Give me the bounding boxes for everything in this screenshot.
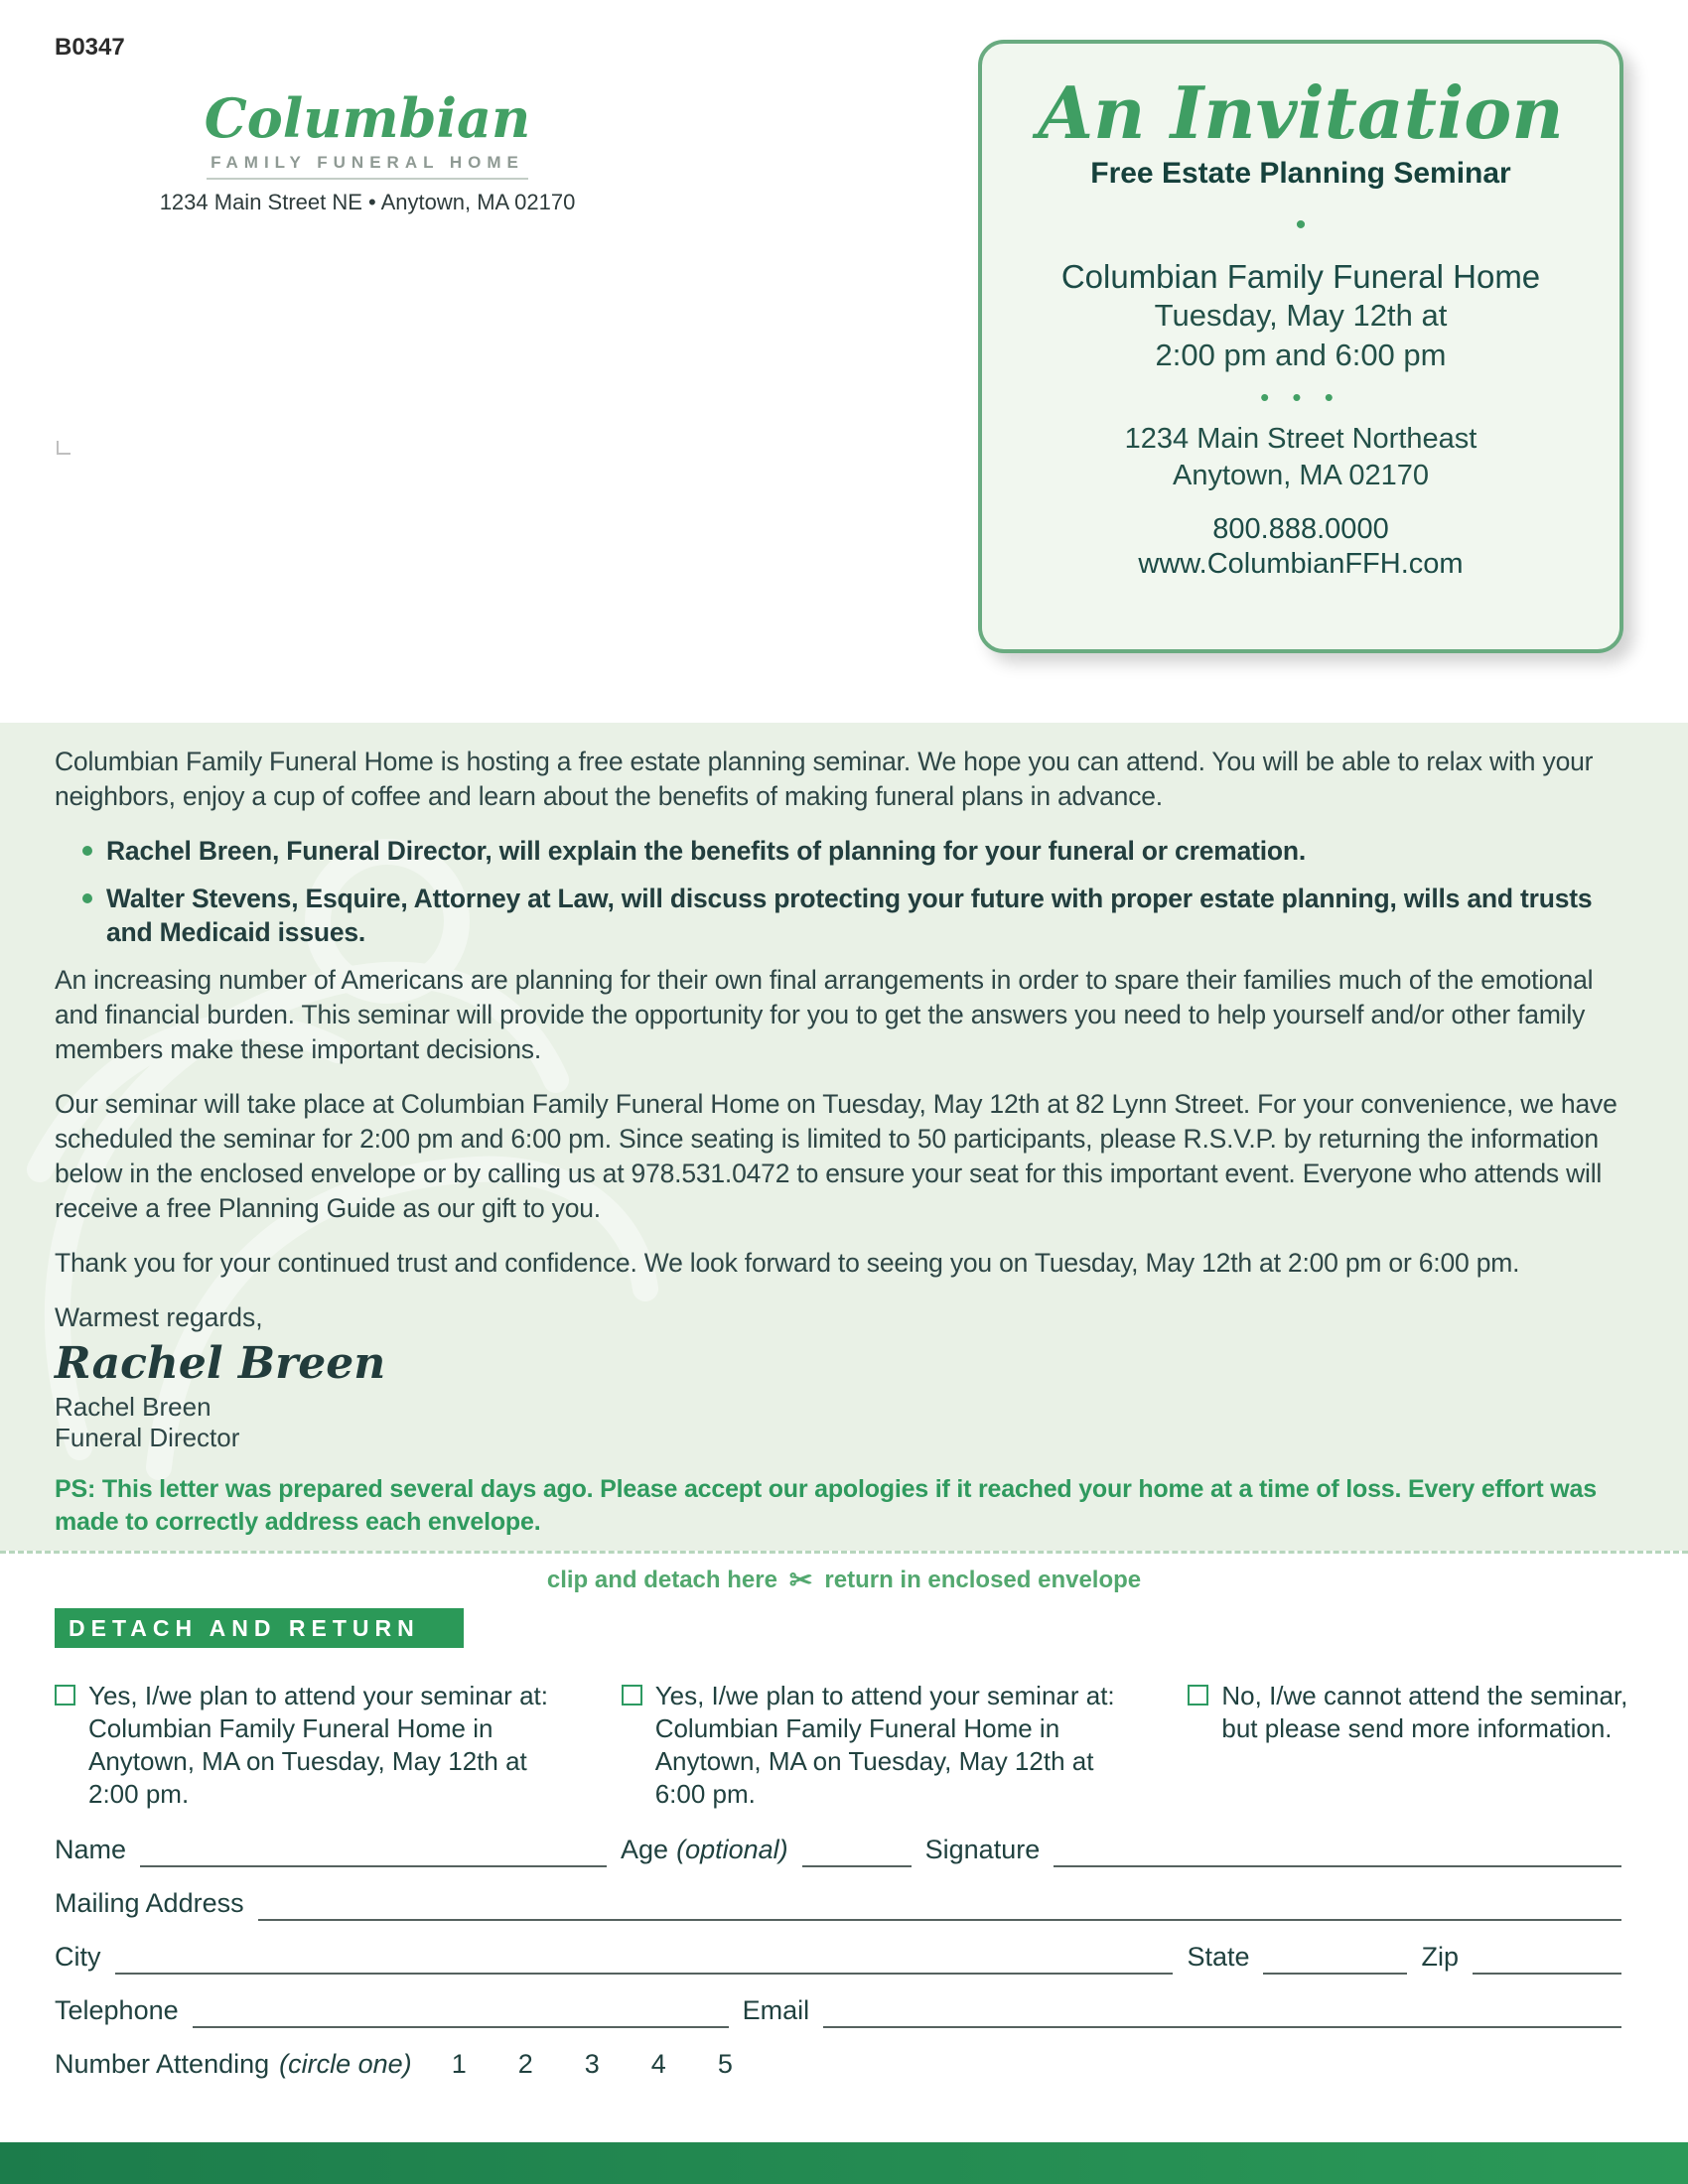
rsvp-form	[55, 1835, 1635, 2103]
email-label: Email	[742, 1995, 810, 2025]
attend-2pm-label: Yes, I/we plan to attend your seminar at: Columbian Family Funeral Home in Anytown, MA on Tuesday, May 12th at 2:00 pm.	[88, 1681, 548, 1809]
invitation-card	[978, 40, 1623, 653]
form-row-name	[55, 1835, 1635, 1867]
letter-paragraph-1: Columbian Family Funeral Home is hosting a free estate planning seminar. We hope you can attend. You will be able to relax with your neighbors, enjoy a cup of coffee and learn about the benefits of making funeral plans in advance.	[55, 747, 1594, 811]
footer-green-bar	[0, 2142, 1688, 2184]
invitation-address-line2: Anytown, MA 02170	[1173, 460, 1429, 492]
letter-body-band	[0, 723, 1688, 1551]
triple-dot-separator-icon: • • •	[1260, 381, 1341, 412]
attending-count-1[interactable]: 1	[451, 2049, 467, 2079]
cannot-attend-label: No, I/we cannot attend the seminar, but please send more information.	[1221, 1681, 1628, 1743]
name-field[interactable]	[140, 1836, 607, 1867]
detach-and-return-header: DETACH AND RETURN	[55, 1608, 464, 1648]
attending-count-5[interactable]: 5	[717, 2049, 733, 2079]
letter-paragraph-4: Thank you for your continued trust and confidence. We look forward to seeing you on Tuesday, May 12th at 2:00 pm or 6:00 pm.	[55, 1248, 1520, 1278]
invitation-subtitle: Free Estate Planning Seminar	[1090, 157, 1511, 190]
invitation-date: Tuesday, May 12th at	[1154, 298, 1448, 333]
signature-field[interactable]	[1054, 1836, 1621, 1867]
attend-6pm-checkbox[interactable]	[622, 1685, 642, 1706]
rsvp-option-2pm[interactable]	[55, 1680, 577, 1811]
age-field[interactable]	[802, 1836, 912, 1867]
signature-label: Signature	[924, 1835, 1041, 1864]
age-optional-note: (optional)	[676, 1835, 788, 1864]
bullet-text-director: Rachel Breen, Funeral Director, will explain the benefits of planning for your funeral or cremation.	[106, 836, 1307, 866]
circle-one-note: (circle one)	[279, 2049, 412, 2079]
signer-name: Rachel Breen	[55, 1392, 211, 1423]
letter-text	[55, 745, 1635, 1539]
cannot-attend-checkbox[interactable]	[1188, 1685, 1208, 1706]
bullet-text-attorney: Walter Stevens, Esquire, Attorney at Law, will discuss protecting your future with proper estate planning, wills and trusts and Medicaid issues.	[106, 884, 1593, 947]
bullet-item	[82, 834, 1635, 868]
bullet-icon	[82, 846, 92, 856]
attending-count-2[interactable]: 2	[517, 2049, 533, 2079]
letter-paragraph-3: Our seminar will take place at Columbian Family Funeral Home on Tuesday, May 12th at 82 Lynn Street. For your convenience, we have scheduled the seminar for 2:00 pm and 6:00 pm. Since seating is limited to 50 participants, please R.S.V.P. by returning the information below in the enclosed envelope or by calling us at 978.531.0472 to ensure your seat for this important event. Everyone who attends will receive a free Planning Guide as our gift to you.	[55, 1089, 1618, 1223]
signature-script: Rachel Breen	[55, 1338, 386, 1389]
telephone-label: Telephone	[55, 1995, 179, 2025]
number-attending-label: Number Attending	[55, 2049, 270, 2079]
scissors-icon: ✂	[788, 1565, 813, 1595]
rsvp-options	[55, 1680, 1635, 1811]
city-label: City	[55, 1942, 101, 1972]
dot-separator-icon: •	[1295, 208, 1307, 241]
sender-logo-block	[149, 86, 586, 215]
letter-ps-note: PS: This letter was prepared several days ago. Please accept our apologies if it reached your home at a time of loss. Every effort was made to correctly address each envelope.	[55, 1475, 1597, 1537]
crop-mark	[57, 441, 70, 455]
clip-instruction-left: clip and detach here	[546, 1567, 777, 1593]
city-field[interactable]	[115, 1943, 1174, 1975]
zip-field[interactable]	[1473, 1943, 1621, 1975]
attending-count-4[interactable]: 4	[650, 2049, 666, 2079]
form-row-city	[55, 1942, 1635, 1975]
name-label: Name	[55, 1835, 127, 1864]
invitation-venue: Columbian Family Funeral Home	[1060, 258, 1541, 295]
clip-instruction-right: return in enclosed envelope	[824, 1567, 1142, 1593]
logo-subtitle: FAMILY FUNERAL HOME	[207, 151, 528, 180]
invitation-website[interactable]: www.ColumbianFFH.com	[1138, 547, 1464, 580]
rsvp-option-6pm[interactable]	[622, 1680, 1144, 1811]
clip-instruction	[0, 1567, 1688, 1594]
attend-2pm-checkbox[interactable]	[55, 1685, 75, 1706]
form-code: B0347	[55, 34, 125, 61]
detach-dashed-line	[0, 1551, 1688, 1554]
mailing-address-label: Mailing Address	[55, 1888, 244, 1918]
letter-closing: Warmest regards,	[55, 1302, 263, 1332]
sender-address: 1234 Main Street NE • Anytown, MA 02170	[159, 190, 576, 214]
email-field[interactable]	[823, 1996, 1621, 2028]
bullet-icon	[82, 893, 92, 903]
attending-number-choices	[452, 2049, 733, 2082]
state-label: State	[1187, 1942, 1250, 1972]
attend-6pm-label: Yes, I/we plan to attend your seminar at: Columbian Family Funeral Home in Anytown, MA on Tuesday, May 12th at 6:00 pm.	[654, 1681, 1115, 1809]
age-label: Age	[621, 1835, 669, 1864]
columbian-logo: Columbian	[204, 86, 531, 150]
form-row-telephone	[55, 1995, 1635, 2028]
rsvp-option-no[interactable]	[1188, 1680, 1635, 1811]
signer-title: Funeral Director	[55, 1423, 240, 1453]
form-row-mailing	[55, 1888, 1635, 1921]
invitation-script-title: An Invitation	[1038, 70, 1564, 155]
state-field[interactable]	[1263, 1943, 1407, 1975]
invitation-times: 2:00 pm and 6:00 pm	[1155, 338, 1447, 373]
invitation-address-line1: 1234 Main Street Northeast	[1124, 422, 1477, 455]
form-row-attending	[55, 2049, 1635, 2082]
invitation-phone: 800.888.0000	[1212, 512, 1389, 545]
letter-bullet-list	[82, 834, 1635, 949]
zip-label: Zip	[1421, 1942, 1459, 1972]
telephone-field[interactable]	[193, 1996, 729, 2028]
attending-count-3[interactable]: 3	[584, 2049, 600, 2079]
letter-paragraph-2: An increasing number of Americans are planning for their own final arrangements in order to spare their families much of the emotional and financial burden. This seminar will provide the opportunity for you to get the answers you need to help yourself and/or other family members make these important decisions.	[55, 965, 1594, 1064]
bullet-item	[82, 882, 1635, 949]
mailing-address-field[interactable]	[258, 1889, 1621, 1921]
